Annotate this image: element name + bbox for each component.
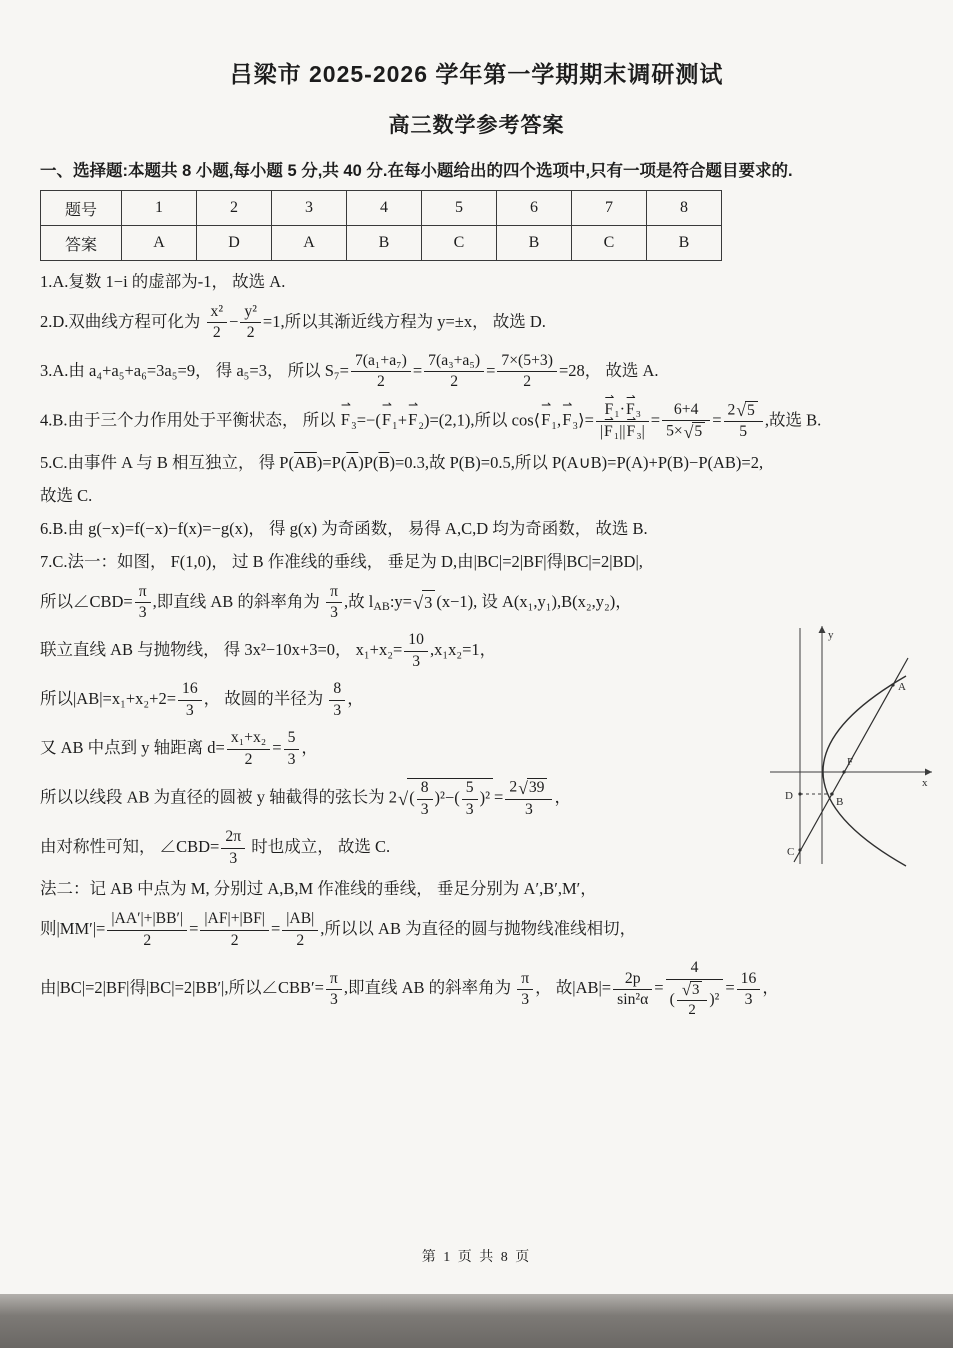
question-number: 5: [422, 191, 497, 226]
solution-line-3: 3.A.由 a₄+a₅+a₆=3a₅=9， 得 a₅=3， 所以 S₇= $\frac{\text{7(a₁+a₇)}}{2}$ = $\frac{\text{7(a₃+a₅)}}{2}$ = $\frac{7\times(5+3)}{2}$ =28， 故选 A.: [40, 351, 659, 391]
answer-table: [40, 190, 722, 261]
row-label-answer: 答案: [41, 226, 122, 261]
point-F: [842, 770, 845, 773]
solution-line-5: 5.C.由事件 A 与 B 相互独立， 得 $P(\overline{AB})=P(\overline{A})P(\overline{B})=0.3$,故 P(B)=0.5,所以 P(A∪B)=P(A)+P(B)−P(AB)=2,: [40, 452, 764, 472]
answer-cell: A: [272, 226, 347, 261]
answer-cell: B: [347, 226, 422, 261]
solution-line-16: 则|MM′|= $\frac{|AA'|+|BB'|}{2}$ = $\frac{|AF|+|BF|}{2}$ = $\frac{|AB|}{2}$ ,所以以 AB 为直径的圆与抛物线准线相切，: [40, 910, 637, 949]
question-number: 8: [647, 191, 722, 226]
page-title: 吕梁市 2025-2026 学年第一学期期末调研测试: [229, 61, 724, 87]
section-heading: 一、选择题:本题共 8 小题,每小题 5 分,共 40 分.在每小题给出的四个选项中,只有一项是符合题目要求的.: [40, 162, 793, 180]
question-number: 6: [497, 191, 572, 226]
parabola-diagram: [758, 612, 940, 874]
question-number: 4: [347, 191, 422, 226]
figure-label-C: C: [787, 846, 795, 858]
question-number: 2: [197, 191, 272, 226]
solution-line-2: 2.D.双曲线方程可化为 $\frac{\text{x²}}{2}$ − $\frac{\text{y²}}{2}$ =1,所以其渐近线方程为 y=±x， 故选 D.: [40, 302, 546, 342]
solution-line-8: 7.C.法一：如图， F(1,0)， 过 B 作准线的垂线， 垂足为 D,由|BC|=2|BF|得|BC|=2|BD|,: [40, 551, 643, 571]
figure-label-D: D: [785, 790, 793, 802]
figure-label-B: B: [836, 796, 844, 808]
solution-line-10: 联立直线 AB 与抛物线， 得 3x²−10x+3=0， x₁+x₂= $\frac{10}{3}$ ,x₁x₂=1，: [40, 631, 497, 670]
solution-line-4: 4.B.由于三个力作用处于平衡状态， 所以 F ⇀₃=−(F ⇀₁+F ⇀₂)=(2,1),所以 cos⟨F ⇀₁,F ⇀₃⟩= $\frac{\text{F ⇀₁·F ⇀₃}}{\text{|F ⇀₁||F ⇀₃|}}$ = 6+4 5× √ 5 = 2 √ 5 5 ,故选 B.: [40, 401, 913, 442]
figure-label-A: A: [898, 681, 906, 693]
answer-row: [41, 226, 722, 261]
answer-cell: C: [572, 226, 647, 261]
answer-cell: B: [497, 226, 572, 261]
figure-label-F: F: [847, 756, 854, 768]
question-number-row: [41, 191, 722, 226]
answer-cell: C: [422, 226, 497, 261]
solution-line-7: 6.B.由 g(−x)=f(−x)−f(x)=−g(x)， 得 g(x) 为奇函数， 易得 A,C,D 均为奇函数， 故选 B.: [40, 518, 648, 538]
question-number: 3: [272, 191, 347, 226]
page-subtitle: 高三数学参考答案: [388, 114, 565, 137]
question-number: 1: [122, 191, 197, 226]
y-axis-arrow: [819, 626, 826, 633]
row-label-question: 题号: [41, 191, 122, 226]
point-D: [798, 792, 801, 795]
figure-label-x: x: [922, 777, 928, 789]
scan-edge-shadow: [0, 1294, 953, 1348]
solution-line-11: 所以|AB|=x₁+x₂+2= $\frac{16}{3}$ ， 故圆的半径为 $\frac{8}{3}$ ，: [40, 680, 364, 719]
solution-line-12: 又 AB 中点到 y 轴距离 d= $\frac{\text{x₁+x₂}}{2}$ = $\frac{5}{3}$ ，: [40, 729, 318, 768]
answer-cell: B: [647, 226, 722, 261]
answer-cell: A: [122, 226, 197, 261]
x-axis-arrow: [925, 769, 932, 776]
solution-line-13: 所以以线段 AB 为直径的圆被 y 轴截得的弦长为 2 √ ( $\frac{8}{3}$ )²−( $\frac{5}{3}$ )² = 2 √ 39 3 ，: [40, 777, 571, 818]
q7-figure: [758, 612, 940, 874]
answer-cell: D: [197, 226, 272, 261]
solution-line-6: 故选 C.: [40, 485, 93, 505]
point-B: [830, 792, 833, 795]
page-footer: 第 1 页 共 8 页: [421, 1250, 532, 1265]
point-A: [891, 683, 894, 686]
figure-label-y: y: [828, 629, 834, 641]
solution-line-9: 所以∠CBD= $\frac{\pi}{3}$ ,即直线 AB 的斜率角为 $\frac{\pi}{3}$ ,故 $l_{AB}:y=$ √ 3 (x−1), 设 A(x₁,y₁),B(x₂,y₂)，: [40, 582, 632, 621]
solution-line-15: 法二：记 AB 中点为 M, 分别过 A,B,M 作准线的垂线， 垂足分别为 A′,B′,M′，: [40, 879, 597, 899]
solution-line-17: 由|BC|=2|BF|得|BC|=2|BB′|,所以∠CBB′= $\frac{\pi}{3}$ ,即直线 AB 的斜率角为 $\frac{\pi}{3}$ ， 故|AB|= $\frac{2p}{\text{sin²α}}$ = 4 ( √ 3 2 )² = $\frac{16}{3}$ ，: [40, 959, 779, 1019]
point-C: [798, 848, 801, 851]
solution-line-14: 由对称性可知， ∠CBD= $\frac{2\pi}{3}$ 时也成立， 故选 C.: [40, 828, 391, 867]
solution-line-1: 1.A.复数 1−i 的虚部为-1， 故选 A.: [40, 272, 286, 291]
question-number: 7: [572, 191, 647, 226]
parabola-curve: [823, 676, 906, 866]
